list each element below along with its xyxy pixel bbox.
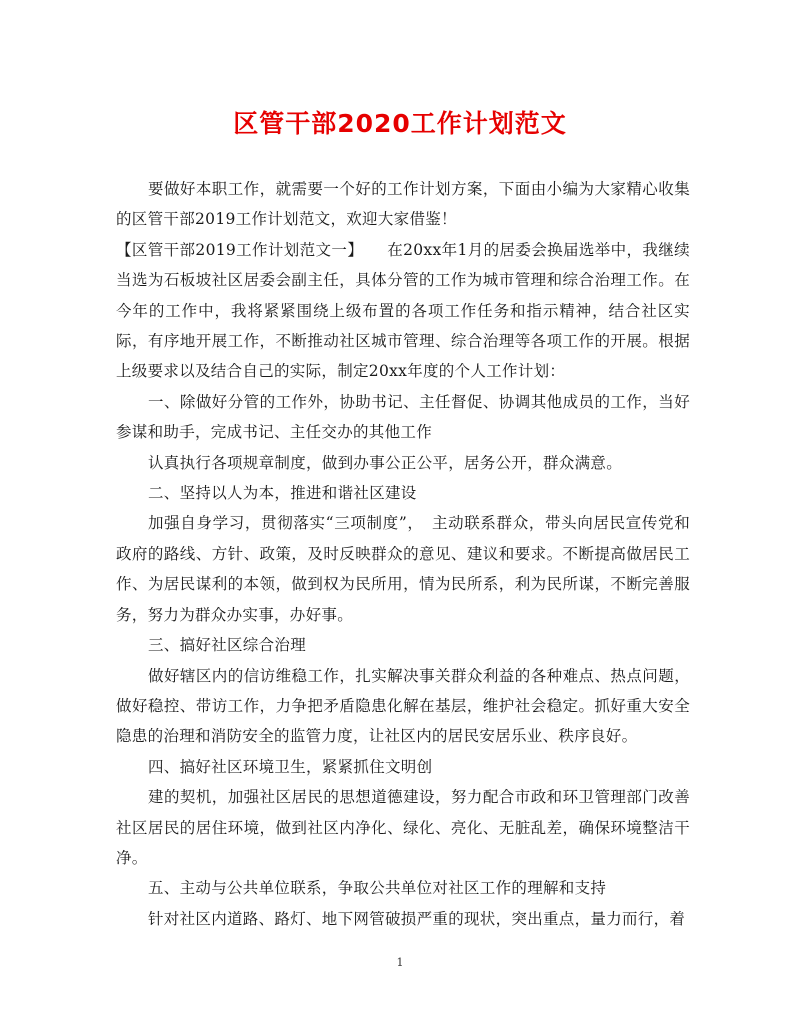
document-title: 区管干部2020工作计划范文	[233, 109, 567, 138]
paragraph-item-two-body: 加强自身学习，贯彻落实“三项制度”， 主动联系群众，带头向居民宣传党和政府的路线、方针、政策，及时反映群众的意见、建议和要求。不断提高做居民工作、为居民谋利的本领，做到权为民所用，情为民所系，利为民所谋，不断完善服务，努力为群众办实事，办好事。	[116, 514, 690, 624]
paragraph-item-four-heading: 四、搞好社区环境卫生，紧紧抓住文明创	[148, 757, 433, 776]
paragraph-item-two-heading: 二、坚持以人为本，推进和谐社区建设	[148, 484, 417, 503]
paragraph-item-one: 一、除做好分管的工作外，协助书记、主任督促、协调其他成员的工作，当好参谋和助手，完成书记、主任交办的其他工作	[116, 392, 690, 442]
page-number: 1	[396, 956, 404, 969]
paragraph-item-three-heading: 三、搞好社区综合治理	[148, 636, 307, 655]
paragraph-item-five-heading: 五、主动与公共单位联系，争取公共单位对社区工作的理解和支持	[148, 879, 607, 898]
paragraph-intro: 要做好本职工作，就需要一个好的工作计划方案，下面由小编为大家精心收集的区管干部2019工作计划范文，欢迎大家借鉴！	[116, 180, 690, 229]
paragraph-item-five-body: 针对社区内道路、路灯、地下网管破损严重的现状，突出重点，量力而行，着	[148, 909, 686, 928]
paragraph-item-three-body: 做好辖区内的信访维稳工作，扎实解决事关群众利益的各种难点、热点问题，做好稳控、带访工作，力争把矛盾隐患化解在基层，维护社会稳定。抓好重大安全隐患的治理和消防安全的监管力度，让社区内的居民安居乐业、秩序良好。	[116, 666, 690, 746]
paragraph-rules: 认真执行各项规章制度，做到办事公正公平，居务公开，群众满意。	[148, 453, 623, 472]
document-body	[116, 174, 690, 934]
paragraph-section-one-intro: 【区管干部2019工作计划范文一】 在20xx年1月的居委会换届选举中，我继续当选为石板坡社区居委会副主任，具体分管的工作为城市管理和综合治理工作。在今年的工作中，我将紧紧围绕上级布置的各项工作任务和指示精神，结合社区实际，有序地开展工作，不断推动社区城市管理、综合治理等各项工作的开展。根据上级要求以及结合自己的实际，制定20xx年度的个人工作计划：	[116, 240, 690, 381]
paragraph-item-four-body: 建的契机，加强社区居民的思想道德建设，努力配合市政和环卫管理部门改善社区居民的居住环境，做到社区内净化、绿化、亮化、无脏乱差，确保环境整洁干净。	[116, 788, 690, 867]
